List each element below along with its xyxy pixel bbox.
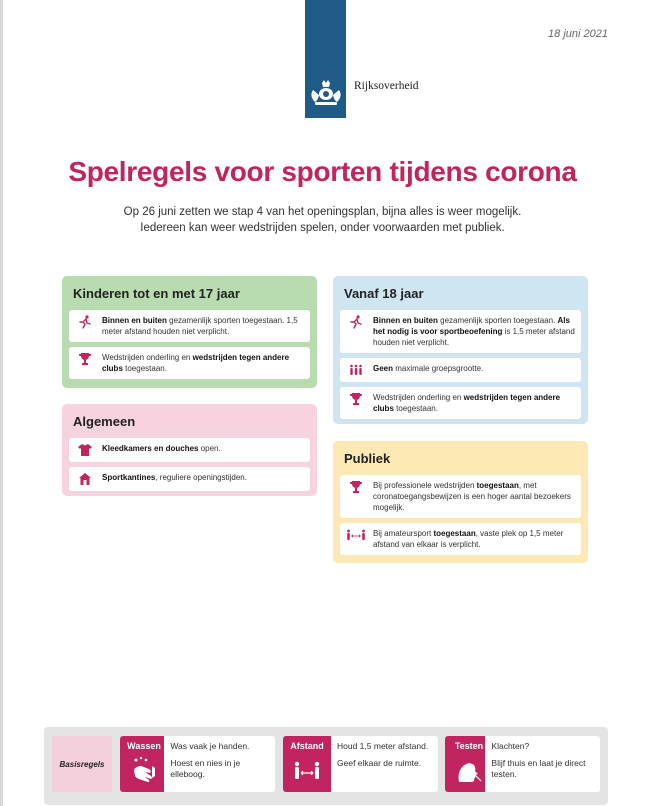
intro-text (0, 204, 645, 236)
athlete-icon (75, 315, 95, 329)
publiek-item-1-bold: toegestaan (476, 481, 519, 490)
card-publiek (333, 441, 588, 563)
card-vanaf-18-title: Vanaf 18 jaar (344, 286, 424, 301)
house-icon (75, 472, 95, 486)
kinderen-item-1-bold: Binnen en buiten (102, 316, 167, 325)
intro-line-1: Op 26 juni zetten we stap 4 van het openingsplan, bijna alles is weer mogelijk. (123, 206, 522, 218)
group-icon (346, 363, 366, 377)
publiek-item-2-text-a: Bij amateursport (373, 529, 434, 538)
rule-afstand-tag-label: Afstand (290, 741, 324, 751)
vanaf18-item-1-text-b: is 1,5 meter afstand houden niet verplicht. (373, 327, 575, 347)
algemeen-item-2-text: , reguliere openingstijden. (155, 473, 247, 482)
trophy-icon (346, 480, 366, 494)
rule-wassen-text (164, 736, 275, 792)
handwash-icon (130, 756, 158, 786)
algemeen-item-2-bold: Sportkantines (102, 473, 156, 482)
rule-wassen-line-1: Was vaak je handen. (170, 741, 250, 751)
rule-afstand-line-2: Geef elkaar de ruimte. (337, 758, 422, 768)
vanaf18-item-2-bold: Geen (373, 364, 394, 373)
page-edge (0, 0, 3, 806)
rule-wassen-tag (120, 736, 164, 792)
kinderen-item-2 (69, 347, 310, 379)
vanaf18-item-2-text: maximale groepsgrootte. (393, 364, 484, 373)
rule-testen (445, 736, 600, 792)
card-publiek-title: Publiek (344, 451, 391, 466)
algemeen-item-1 (69, 438, 310, 462)
rule-wassen-line-2: Hoest en nies in je elleboog. (170, 758, 241, 779)
rule-wassen-tag-label: Wassen (127, 741, 161, 751)
publiek-item-1-text-b: , met coronatoegangsbewijzen is een hoger aantal bezoekers mogelijk. (373, 481, 571, 512)
page-title: Spelregels voor sporten tijdens corona (68, 156, 577, 187)
vanaf18-item-1-bold-a: Binnen en buiten (373, 316, 438, 325)
card-kinderen-title: Kinderen tot en met 17 jaar (73, 286, 240, 301)
rule-wassen (120, 736, 275, 792)
algemeen-item-1-bold: Kleedkamers en douches (102, 444, 199, 453)
crown-lion-emblem (307, 78, 345, 108)
card-vanaf-18 (333, 276, 588, 424)
org-name: Rijksoverheid (354, 80, 419, 92)
vanaf18-item-3-text-b: toegestaan. (393, 404, 438, 413)
intro-line-2: Iedereen kan weer wedstrijden spelen, onder voorwaarden met publiek. (140, 222, 505, 234)
rule-testen-line-1: Klachten? (491, 741, 530, 751)
rule-testen-tag-label: Testen (454, 741, 484, 751)
distance-icon (346, 528, 366, 542)
kinderen-item-1 (69, 310, 310, 342)
vanaf18-item-3-bold: wedstrijden tegen andere clubs (373, 393, 561, 413)
publiek-item-2-text-b: , vaste plek op 1,5 meter afstand van elkaar is verplicht. (373, 529, 564, 549)
kinderen-item-1-text: gezamenlijk sporten toegestaan. 1,5 meter afstand houden niet verplicht. (102, 316, 298, 336)
kinderen-item-2-bold: wedstrijden tegen andere clubs (102, 353, 290, 373)
card-algemeen (62, 404, 317, 496)
kinderen-item-2-text-a: Wedstrijden onderling en (102, 353, 193, 362)
publiek-item-1-text-a: Bij professionele wedstrijden (373, 481, 477, 490)
test-swab-icon (455, 756, 483, 786)
algemeen-item-2 (69, 467, 310, 491)
trophy-icon (346, 392, 366, 406)
rule-testen-tag (445, 736, 485, 792)
vanaf18-item-2 (340, 358, 581, 382)
shirt-icon (75, 443, 95, 457)
publiek-item-2-bold: toegestaan (433, 529, 476, 538)
distance-icon (293, 756, 321, 786)
trophy-icon (75, 352, 95, 366)
rule-afstand-text (331, 736, 434, 792)
athlete-icon (346, 315, 366, 329)
vanaf18-item-3 (340, 387, 581, 419)
vanaf18-item-1-bold-b: Als het nodig is voor sportbeoefening (373, 316, 570, 336)
card-algemeen-title: Algemeen (73, 414, 136, 429)
rule-testen-text (485, 736, 600, 792)
document-date: 18 juni 2021 (548, 28, 608, 40)
rule-afstand-tag (283, 736, 331, 792)
vanaf18-item-1 (340, 310, 581, 353)
kinderen-item-2-text-b: toegestaan. (122, 364, 167, 373)
vanaf18-item-1-text-a: gezamenlijk sporten toegestaan. (437, 316, 558, 325)
card-kinderen (62, 276, 317, 388)
rule-afstand-line-1: Houd 1,5 meter afstand. (337, 741, 429, 751)
algemeen-item-1-text: open. (198, 444, 221, 453)
publiek-item-1 (340, 475, 581, 518)
rule-testen-line-2: Blijf thuis en laat je direct testen. (491, 758, 586, 779)
rule-afstand (283, 736, 438, 792)
publiek-item-2 (340, 523, 581, 555)
basisregels-label: Basisregels (52, 736, 112, 792)
vanaf18-item-3-text-a: Wedstrijden onderling en (373, 393, 464, 402)
